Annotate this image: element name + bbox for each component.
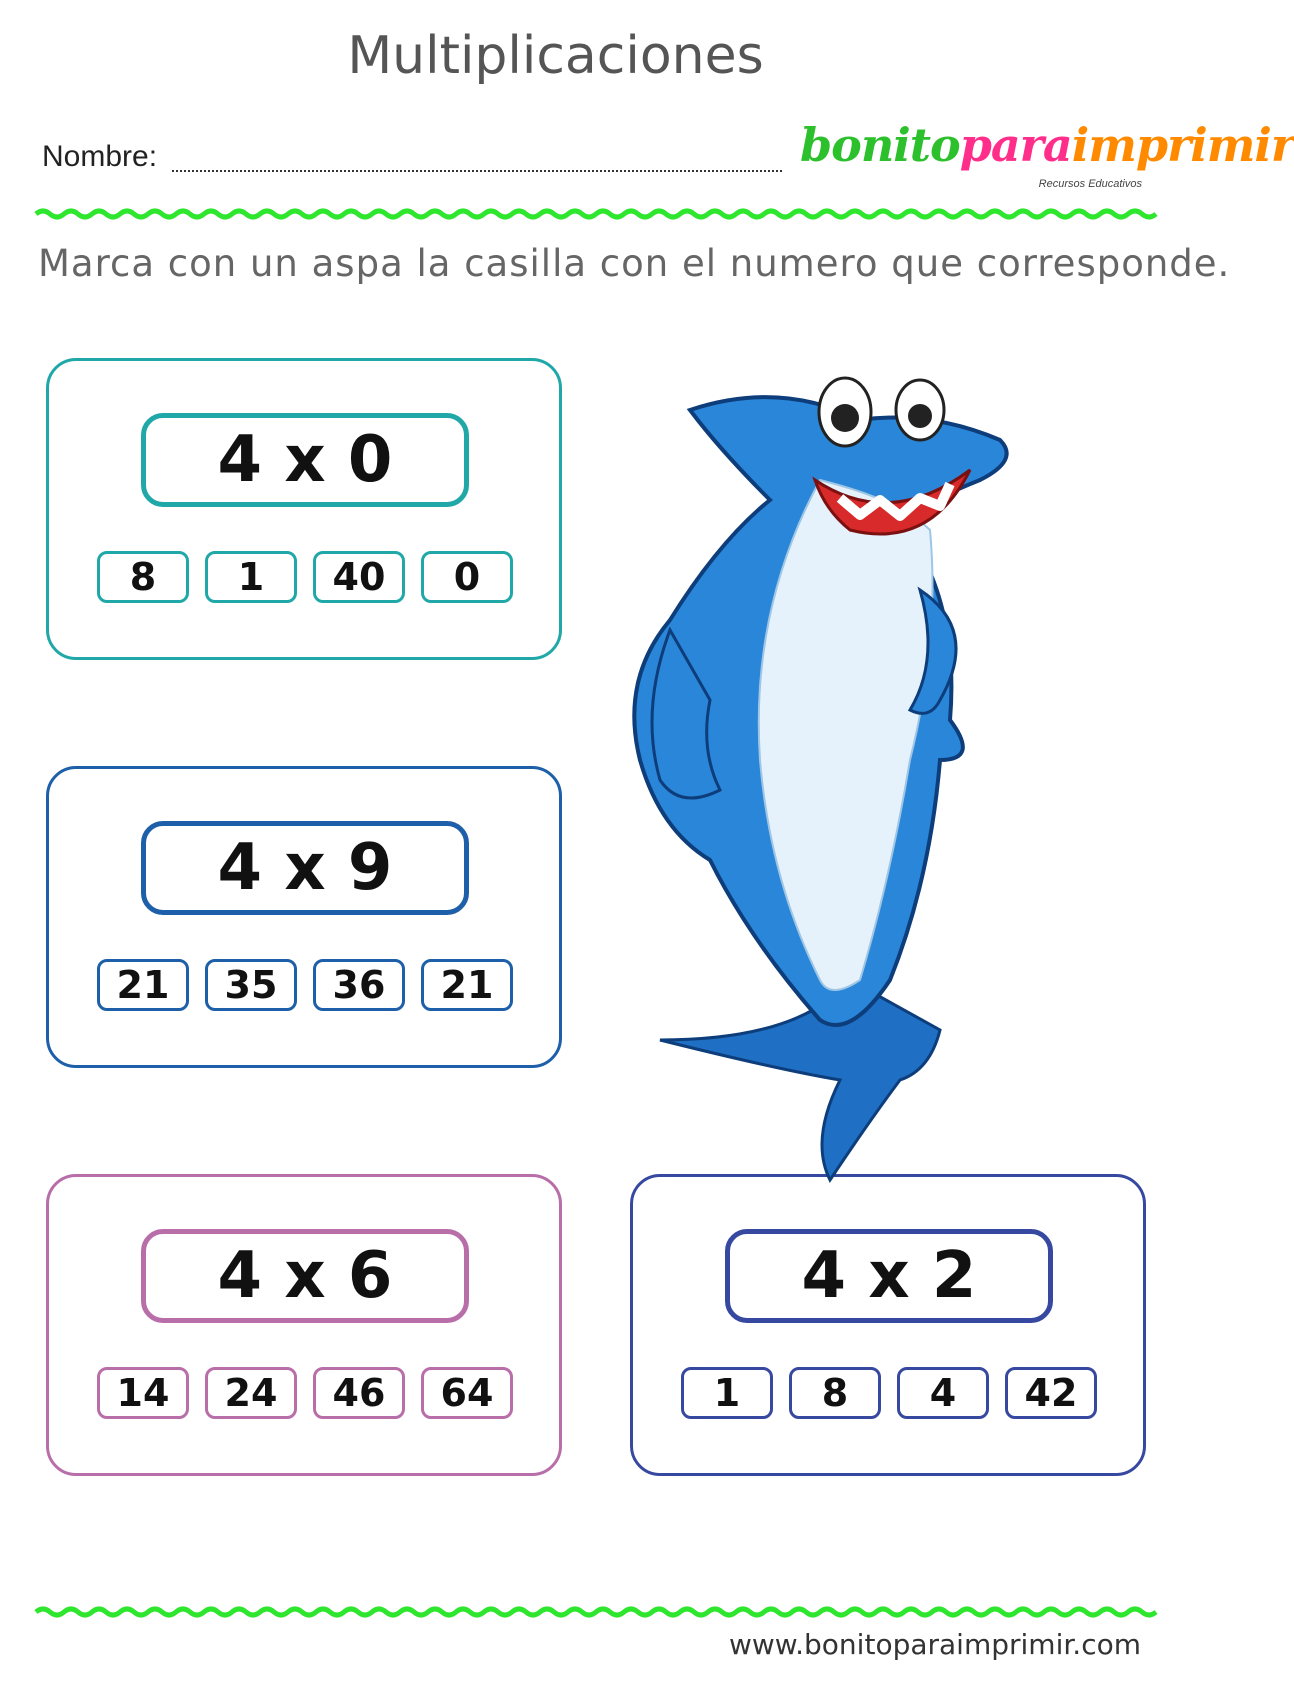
exercise-card-4 [630, 1174, 1146, 1476]
answer-option[interactable]: 42 [1005, 1367, 1097, 1419]
bottom-divider [36, 1604, 1156, 1620]
exercise-expression: 4 x 9 [141, 821, 469, 915]
answer-option[interactable]: 64 [421, 1367, 513, 1419]
brand-logo [800, 118, 1294, 198]
top-divider [36, 206, 1156, 222]
answer-option[interactable]: 24 [205, 1367, 297, 1419]
exercise-card-1 [46, 358, 562, 660]
logo-subtitle: Recursos Educativos [1038, 178, 1142, 190]
answer-option[interactable]: 1 [205, 551, 297, 603]
answer-options [681, 1367, 1101, 1419]
exercise-expression: 4 x 2 [725, 1229, 1053, 1323]
answer-option[interactable]: 35 [205, 959, 297, 1011]
page-title: Multiplicaciones [347, 26, 764, 86]
footer-url[interactable]: www.bonitoparaimprimir.com [729, 1628, 1141, 1661]
logo-part-imprimir: imprimir [1071, 118, 1294, 172]
answer-options [97, 1367, 517, 1419]
logo-part-para: para [959, 118, 1072, 172]
name-label: Nombre: [42, 140, 158, 173]
answer-option[interactable]: 46 [313, 1367, 405, 1419]
name-field[interactable] [42, 140, 782, 180]
answer-option[interactable]: 0 [421, 551, 513, 603]
exercise-card-3 [46, 1174, 562, 1476]
instruction-text: Marca con un aspa la casilla con el numero que corresponde. [38, 242, 1231, 285]
answer-option[interactable]: 4 [897, 1367, 989, 1419]
exercise-card-2 [46, 766, 562, 1068]
answer-option[interactable]: 8 [789, 1367, 881, 1419]
answer-options [97, 959, 517, 1011]
answer-option[interactable]: 36 [313, 959, 405, 1011]
exercise-expression: 4 x 0 [141, 413, 469, 507]
answer-option[interactable]: 21 [97, 959, 189, 1011]
logo-part-bonito: bonito [800, 118, 960, 172]
answer-option[interactable]: 40 [313, 551, 405, 603]
answer-option[interactable]: 21 [421, 959, 513, 1011]
answer-option[interactable]: 14 [97, 1367, 189, 1419]
answer-options [97, 551, 517, 603]
name-line[interactable] [172, 170, 782, 172]
exercise-expression: 4 x 6 [141, 1229, 469, 1323]
shark-illustration [600, 380, 1120, 1180]
answer-option[interactable]: 1 [681, 1367, 773, 1419]
answer-option[interactable]: 8 [97, 551, 189, 603]
